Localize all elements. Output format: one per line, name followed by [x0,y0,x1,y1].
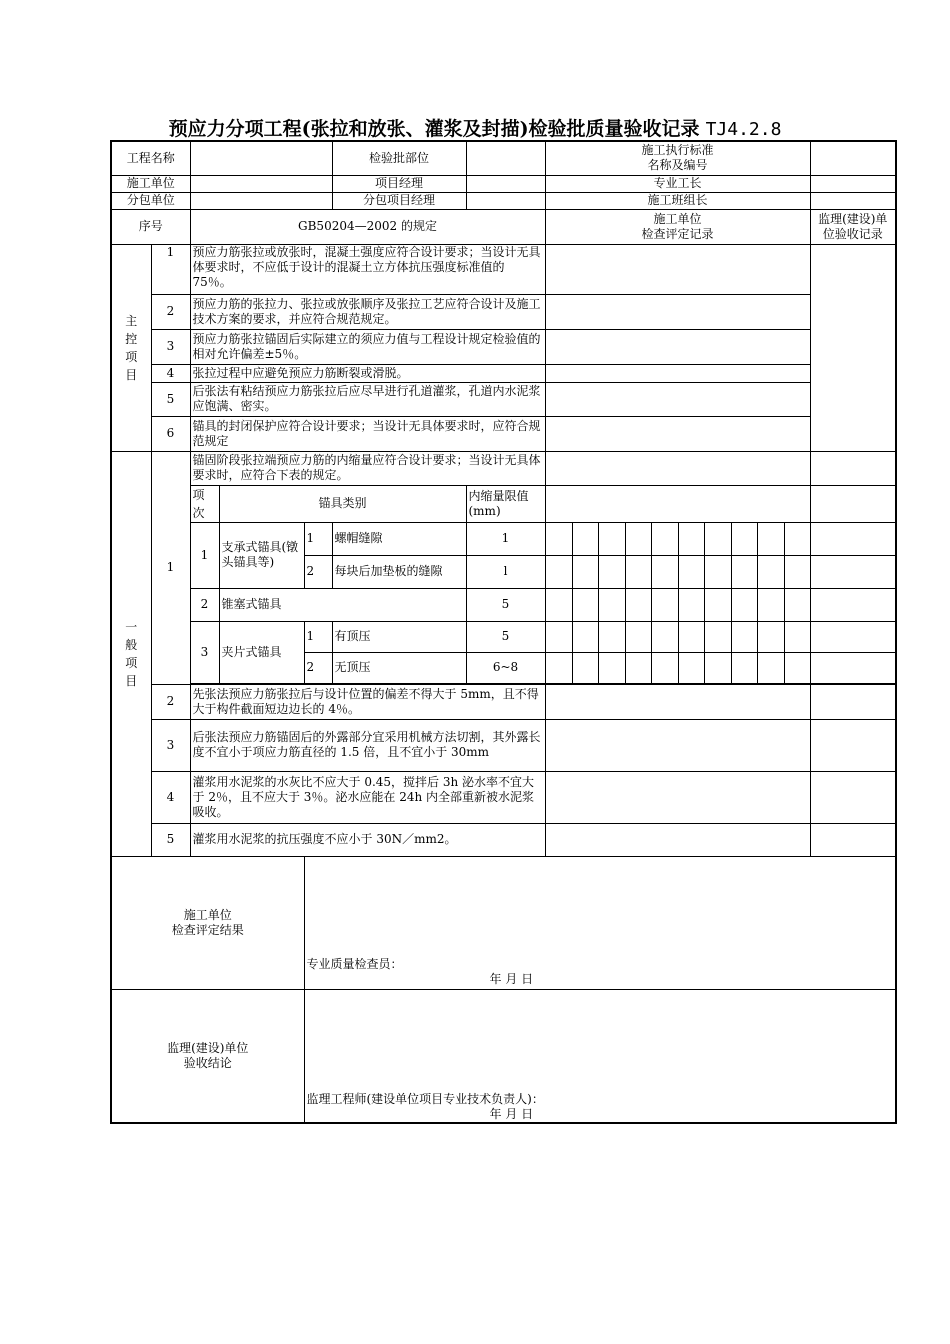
general-item-text: 灌浆用水泥浆的抗压强度不应小于 30N／mm2。 [190,823,545,856]
general-item-record[interactable] [545,823,810,856]
check-cell[interactable] [625,652,651,683]
check-cell[interactable] [731,588,757,621]
foreman-value[interactable] [810,175,896,192]
check-cell[interactable] [678,555,704,588]
supervisor-record-header-a: 监理(建设)单 [818,211,888,226]
main-item-text: 锚具的封闭保护应符合设计要求；当设计无具体要求时，应符合规范规定 [190,416,545,451]
general-item-text: 先张法预应力筋张拉后与设计位置的偏差不得大于 5mm，且不得大于构件截面短边边长的 4％。 [190,684,545,719]
check-cell[interactable] [757,652,784,683]
general-supervisor-record[interactable] [810,823,896,856]
anchor-type: 夹片式锚具 [219,621,304,683]
check-cell[interactable] [572,652,598,683]
supervisor-record-header [810,209,896,244]
contractor-record-header-b: 检查评定记录 [641,226,714,241]
inspection-part-label: 检验批部位 [332,141,466,175]
main-item-text: 预应力筋的张拉力、张拉或放张顺序及张拉工艺应符合设计及施工技术方案的要求，并应符合规范规定。 [190,294,545,329]
form-title [0,114,950,141]
check-cell[interactable] [545,522,572,555]
sub-index-header [190,485,219,522]
check-cell[interactable] [572,555,598,588]
limit-value: 5 [466,621,545,652]
check-cell[interactable] [598,652,625,683]
general-item-record[interactable] [545,451,810,485]
main-item-record[interactable] [545,294,810,329]
check-cell[interactable] [625,621,651,652]
check-cell[interactable] [678,621,704,652]
main-item-record[interactable] [545,416,810,451]
main-control-label-text: 主控项目 [125,313,138,382]
subcontractor-label: 分包单位 [111,192,190,209]
inspection-record-table [110,140,897,1124]
general-item-no: 3 [151,719,190,771]
supervisor-result-box[interactable] [304,989,896,1123]
main-item-no: 4 [151,364,190,382]
inspector-signature-label: 专业质量检查员： [306,956,403,971]
general-item-record[interactable] [545,684,810,719]
anchor-subtype: 有顶压 [332,621,466,652]
check-cell[interactable] [678,588,704,621]
contractor-result-label-a: 施工单位 [183,907,232,922]
check-cell[interactable] [784,621,810,652]
check-cell[interactable] [757,522,784,555]
sub-sub-index: 1 [304,621,332,652]
limit-value: 5 [466,588,545,621]
limit-header: 内缩量限值(mm) [466,485,545,522]
contractor-label: 施工单位 [111,175,190,192]
general-label [111,451,151,856]
check-cell[interactable] [757,588,784,621]
standard-label-b: 名称及编号 [647,158,708,173]
main-item-text: 预应力筋张拉或放张时，混凝土强度应符合设计要求；当设计无具体要求时，不应低于设计的混凝土立方体抗压强度标准值的 75％。 [190,244,545,294]
check-cell[interactable] [784,522,810,555]
check-cell[interactable] [757,621,784,652]
check-cell[interactable] [704,621,731,652]
check-cell[interactable] [731,522,757,555]
contractor-result-box[interactable] [304,856,896,989]
contractor-record-header [545,209,810,244]
check-cell[interactable] [545,555,572,588]
standard-value[interactable] [810,141,896,175]
sub-index: 1 [190,522,219,588]
engineer-date: 年 月 日 [489,1107,534,1121]
sub-sub-index: 1 [304,522,332,555]
standard-label-a: 施工执行标准 [641,143,714,158]
check-cell[interactable] [545,588,572,621]
team-leader-value[interactable] [810,192,896,209]
inspector-date: 年 月 日 [489,971,534,986]
check-cell[interactable] [651,621,678,652]
check-cell[interactable] [731,555,757,588]
sub-index: 2 [190,588,219,621]
general-item-no: 4 [151,771,190,823]
general-item-text: 灌浆用水泥浆的水灰比不应大于 0.45，搅拌后 3h 泌水率不宜大于 2％，且不应大于 3％。泌水应能在 24h 内全部重新被水泥浆吸收。 [190,771,545,823]
check-cell[interactable] [704,522,731,555]
subcontractor-value[interactable] [190,192,332,209]
anchor-type-header: 锚具类别 [219,485,466,522]
check-cell[interactable] [598,522,625,555]
anchor-subtype: 无顶压 [332,652,466,683]
general-supervisor-record[interactable] [810,652,896,683]
anchor-subtype: 每块后加垫板的缝隙 [332,555,466,588]
main-item-text: 预应力筋张拉锚固后实际建立的须应力值与工程设计规定检验值的相对允许偏差±5％。 [190,329,545,364]
main-item-no: 2 [151,294,190,329]
main-item-record[interactable] [545,382,810,416]
check-cell[interactable] [651,588,678,621]
project-manager-label: 项目经理 [332,175,466,192]
sub-sub-index: 2 [304,555,332,588]
check-cell[interactable] [598,588,625,621]
form-code: TJ4.2.8 [705,119,782,140]
general-item-no: 1 [151,451,190,684]
supervisor-record-header-b: 位验收记录 [822,226,883,241]
general-supervisor-record[interactable] [810,684,896,719]
general-supervisor-record[interactable] [810,719,896,771]
main-item-no: 6 [151,416,190,451]
check-cell[interactable] [784,555,810,588]
check-cell[interactable] [625,522,651,555]
project-manager-value[interactable] [466,175,545,192]
sub-manager-value[interactable] [466,192,545,209]
inspection-part-value[interactable] [466,141,545,175]
contractor-result-label [111,856,304,989]
general-supervisor-record[interactable] [810,522,896,555]
general-item-no: 5 [151,823,190,856]
general-supervisor-record[interactable] [810,621,896,652]
main-item-no: 1 [151,244,190,294]
check-cell[interactable] [731,621,757,652]
check-cell[interactable] [784,652,810,683]
supervisor-result-label [111,989,304,1123]
check-cell[interactable] [545,621,572,652]
main-item-text: 张拉过程中应避免预应力筋断裂或滑脱。 [190,364,545,382]
check-cell[interactable] [598,555,625,588]
check-cell[interactable] [784,588,810,621]
main-supervisor-record[interactable] [810,244,896,451]
contractor-record-header-a: 施工单位 [653,211,702,226]
general-supervisor-record[interactable] [810,771,896,823]
engineer-signature-label: 监理工程师(建设单位项目专业技术负责人)： [306,1092,544,1106]
main-item-text: 后张法有粘结预应力筋张拉后应尽早进行孔道灌浆，孔道内水泥浆应饱满、密实。 [190,382,545,416]
general-item-text: 锚固阶段张拉端预应力筋的内缩量应符合设计要求；当设计无具体要求时，应符合下表的规定。 [190,451,545,485]
supervisor-result-label-b: 验收结论 [183,1055,232,1070]
spec-header: GB50204—2002 的规定 [190,209,545,244]
check-cell[interactable] [598,621,625,652]
check-cell[interactable] [572,621,598,652]
limit-value: l [466,555,545,588]
check-cell[interactable] [704,555,731,588]
general-supervisor-record[interactable] [810,588,896,621]
sub-index: 3 [190,621,219,683]
anchor-type: 支承式锚具(镦头锚具等) [219,522,304,588]
main-item-no: 5 [151,382,190,416]
main-item-record[interactable] [545,244,810,294]
check-cell[interactable] [704,588,731,621]
check-cell[interactable] [545,652,572,683]
supervisor-result-label-a: 监理(建设)单位 [167,1040,249,1055]
limit-value: 6~8 [466,652,545,683]
contractor-value[interactable] [190,175,332,192]
check-cell[interactable] [704,652,731,683]
check-cell[interactable] [678,522,704,555]
main-control-label [111,244,151,451]
foreman-label: 专业工长 [545,175,810,192]
contractor-result-label-b: 检查评定结果 [171,922,244,937]
title-text: 预应力分项工程(张拉和放张、灌浆及封描)检验批质量验收记录 [168,118,700,140]
check-cell[interactable] [757,555,784,588]
sub-sub-index: 2 [304,652,332,683]
check-cell[interactable] [731,652,757,683]
main-item-record[interactable] [545,364,810,382]
main-item-no: 3 [151,329,190,364]
check-cell[interactable] [572,522,598,555]
general-supervisor-record[interactable] [810,555,896,588]
general-item-no: 2 [151,684,190,719]
project-name-value[interactable] [190,141,332,175]
limit-value: 1 [466,522,545,555]
general-supervisor-record[interactable] [810,485,896,522]
general-item-text: 后张法预应力筋锚固后的外露部分宜采用机械方法切割，其外露长度不宜小于项应力筋直径的 1.5 倍，且不宜小于 30mm [190,719,545,771]
general-item-record[interactable] [545,719,810,771]
general-label-text: 一般项目 [125,619,138,688]
team-leader-label: 施工班组长 [545,192,810,209]
anchor-subtype: 螺帽缝隙 [332,522,466,555]
general-item-record[interactable] [545,485,810,522]
check-cell[interactable] [651,522,678,555]
check-cell[interactable] [625,588,651,621]
check-cell[interactable] [625,555,651,588]
general-item-record[interactable] [545,771,810,823]
check-cell[interactable] [651,652,678,683]
project-name-label: 工程名称 [111,141,190,175]
sub-manager-label: 分包项目经理 [332,192,466,209]
general-supervisor-record[interactable] [810,451,896,485]
standard-label [545,141,810,175]
check-cell[interactable] [678,652,704,683]
main-item-record[interactable] [545,329,810,364]
seq-header: 序号 [111,209,190,244]
anchor-type: 锥塞式锚具 [219,588,466,621]
check-cell[interactable] [572,588,598,621]
sub-index-header-text: 项次 [192,487,205,520]
check-cell[interactable] [651,555,678,588]
